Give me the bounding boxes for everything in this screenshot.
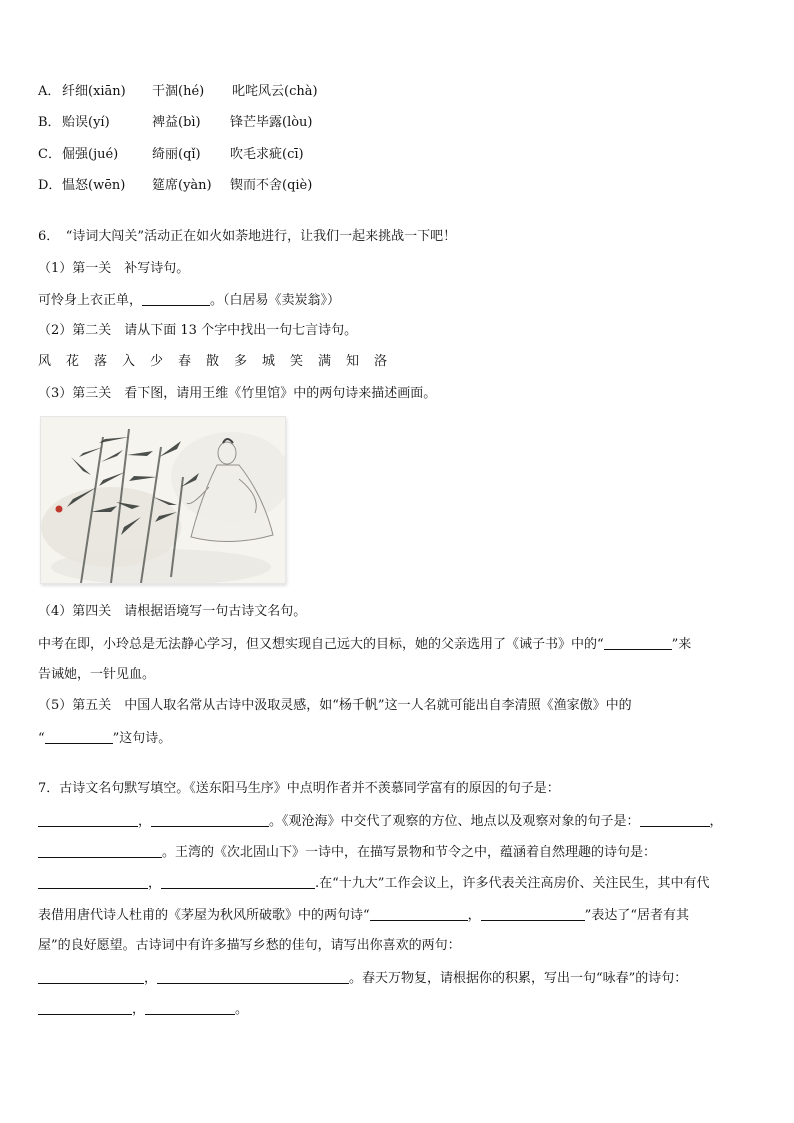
answer-blank[interactable] <box>145 1000 235 1015</box>
question-6-intro: 6． “诗词大闯关”活动正在如火如荼地进行，让我们一起来挑战一下吧！ <box>38 229 457 244</box>
char-item: 少 <box>150 354 164 369</box>
question-7-line-3 <box>38 874 709 893</box>
part-1-title: （1）第一关 补写诗句。 <box>38 261 190 276</box>
part-5-title: （5）第五关 中国人取名常从古诗中汲取灵感，如“杨千帆”这一人名就可能出自李清照《渔家傲》中的 <box>38 698 632 713</box>
q7-text: 。春天万物复，请根据你的积累，写出一句“咏春”的诗句： <box>349 971 688 986</box>
option-b <box>38 114 313 132</box>
question-7-line-7 <box>38 1000 248 1019</box>
part-1-text-b: 。（白居易《卖炭翁》） <box>210 293 341 308</box>
option-word-2: 裨益(bì) <box>152 115 201 130</box>
part-1-text-a: 可怜身上衣正单， <box>38 293 143 308</box>
char-item: 春 <box>178 354 192 369</box>
question-7-line-5: 屋”的良好愿望。古诗词中有许多描写乡愁的佳句，请写出你喜欢的两句： <box>38 938 461 953</box>
char-item: 花 <box>66 354 80 369</box>
q7-text: ， <box>132 1002 146 1017</box>
answer-blank[interactable] <box>481 906 585 921</box>
q7-text: ， <box>148 876 162 891</box>
option-word-1: 愠怒(wēn) <box>62 178 126 193</box>
option-word-3: 吹毛求疵(cī) <box>230 147 304 162</box>
option-word-1: 贻误(yí) <box>62 115 110 130</box>
option-d <box>38 177 312 195</box>
part-2-title: （2）第二关 请从下面 13 个字中找出一句七言诗句。 <box>38 323 358 338</box>
q7-text: 。《观沧海》中交代了观察的方位、地点以及观察对象的句子是： <box>269 814 640 829</box>
part-4-text-b: ”来 <box>671 637 692 652</box>
part-1-line <box>38 291 340 310</box>
question-7-line-1 <box>38 812 723 831</box>
q7-text: 。王湾的《次北固山下》一诗中，在描写景物和节令之中，蕴涵着自然理趣的诗句是： <box>162 845 657 860</box>
q7-text: ， <box>144 971 158 986</box>
question-7-intro: 7．古诗文名句默写填空。《送东阳马生序》中点明作者并不羡慕同学富有的原因的句子是： <box>38 781 560 796</box>
part-5-line <box>38 729 171 748</box>
option-letter: D． <box>38 178 62 193</box>
char-item: 落 <box>94 354 108 369</box>
part-5-text-a: “ <box>38 731 45 746</box>
part-4-line <box>38 635 691 654</box>
option-word-2: 筵席(yàn) <box>152 178 212 193</box>
answer-blank[interactable] <box>157 969 349 984</box>
char-item: 风 <box>38 354 52 369</box>
q7-text: 。 <box>235 1002 249 1017</box>
option-c <box>38 146 304 164</box>
option-word-3: 叱咤风云(chà) <box>232 84 318 99</box>
option-word-1: 纤细(xiān) <box>62 84 126 99</box>
char-item: 满 <box>318 354 332 369</box>
bamboo-painting <box>40 416 286 584</box>
q7-text: 表借用唐代诗人杜甫的《茅屋为秋风所破歌》中的两句诗“ <box>38 908 370 923</box>
option-a <box>38 83 318 101</box>
char-item: 入 <box>122 354 136 369</box>
answer-blank[interactable] <box>38 969 144 984</box>
option-word-3: 锲而不舍(qiè) <box>230 178 313 193</box>
question-7-line-2 <box>38 843 656 862</box>
option-word-2: 绮丽(qǐ) <box>152 147 201 162</box>
q7-text: .在“十九大”工作会议上，许多代表关注高房价、关注民生，其中有代 <box>315 876 710 891</box>
answer-blank[interactable] <box>38 843 162 858</box>
question-7-line-6 <box>38 969 687 988</box>
answer-blank[interactable] <box>142 291 210 306</box>
q7-text: ”表达了“居者有其 <box>584 908 689 923</box>
answer-blank[interactable] <box>640 812 710 827</box>
answer-blank[interactable] <box>38 812 138 827</box>
question-7-line-4 <box>38 906 689 925</box>
answer-blank[interactable] <box>151 812 269 827</box>
option-letter: C． <box>38 147 61 162</box>
char-item: 知 <box>346 354 360 369</box>
char-item: 笑 <box>290 354 304 369</box>
answer-blank[interactable] <box>45 729 113 744</box>
option-word-3: 锋芒毕露(lòu) <box>230 115 313 130</box>
character-list <box>38 353 402 371</box>
answer-blank[interactable] <box>161 874 315 889</box>
char-item: 城 <box>262 354 276 369</box>
q7-text: ， <box>709 814 723 829</box>
part-4-title: （4）第四关 请根据语境写一句古诗文名句。 <box>38 604 307 619</box>
bamboo-painting-art <box>41 417 285 583</box>
option-letter: A． <box>38 84 61 99</box>
char-item: 多 <box>234 354 248 369</box>
q7-text: ， <box>138 814 152 829</box>
q7-text: ， <box>467 908 481 923</box>
part-3-title: （3）第三关 看下图，请用王维《竹里馆》中的两句诗来描述画面。 <box>38 386 437 401</box>
part-4-text-a: 中考在即，小玲总是无法静心学习，但又想实现自己远大的目标，她的父亲选用了《诫子书》中的“ <box>38 637 604 652</box>
part-5-text-b: ”这句诗。 <box>112 731 172 746</box>
char-item: 洛 <box>374 354 388 369</box>
answer-blank[interactable] <box>38 1000 132 1015</box>
answer-blank[interactable] <box>38 874 148 889</box>
part-4-line-2: 告诫她，一针见血。 <box>38 667 156 682</box>
char-item: 散 <box>206 354 220 369</box>
option-letter: B． <box>38 115 61 130</box>
answer-blank[interactable] <box>604 635 672 650</box>
answer-blank[interactable] <box>370 906 468 921</box>
option-word-2: 干涸(hé) <box>152 84 205 99</box>
option-word-1: 倔强(jué) <box>62 147 119 162</box>
